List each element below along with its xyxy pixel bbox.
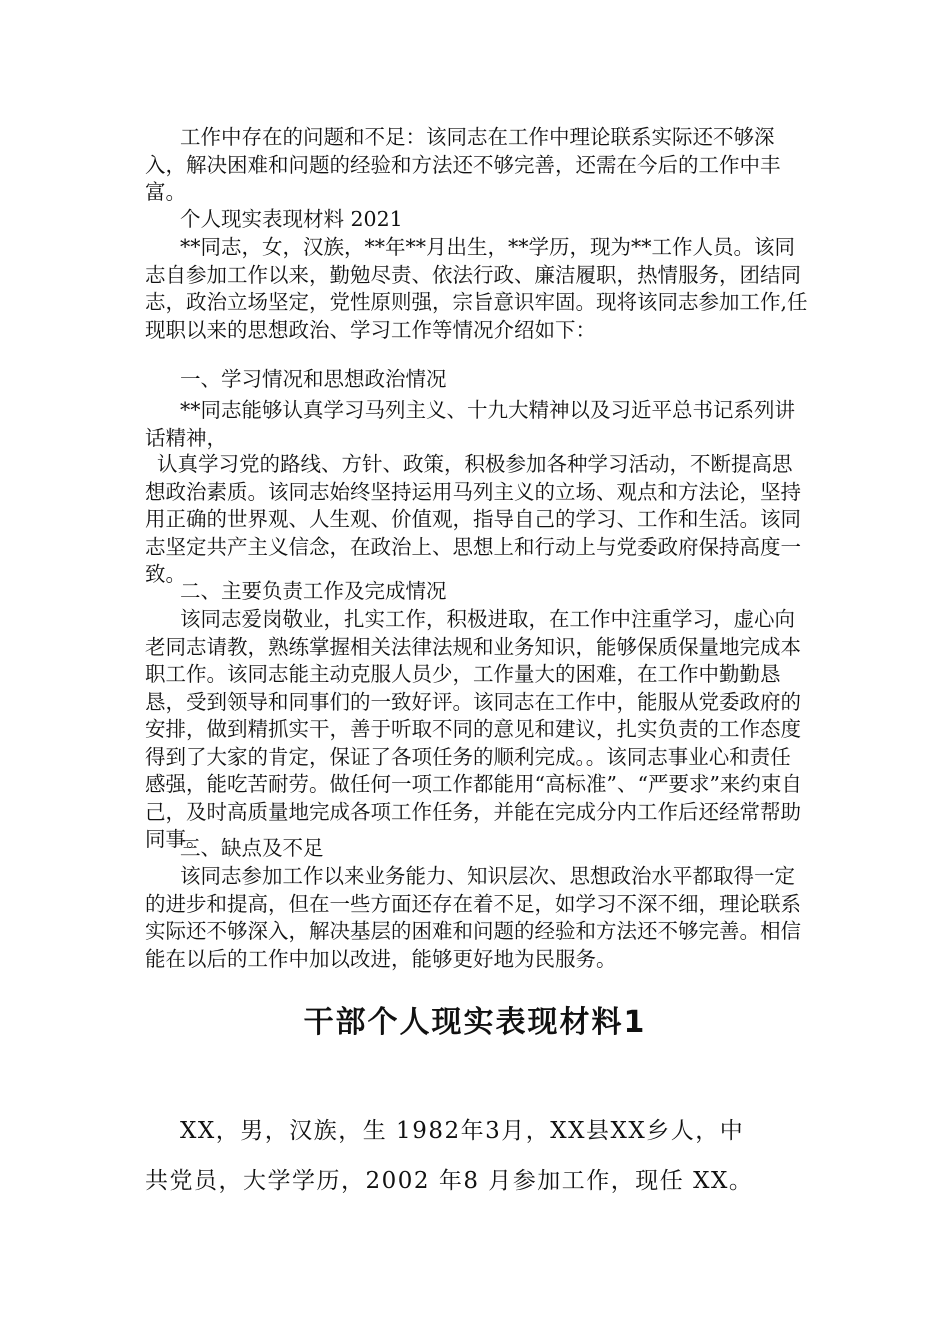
paragraph-work xyxy=(145,606,810,854)
paragraph-text: **同志，女，汉族，**年**月出生，**学历，现为**工作人员。该同志自参加工作以来，勤勉尽责、依法行政、廉洁履职，热情服务，团结同志，政治立场坚定，党性原则强，宗旨意识牢固。现将该同志参加工作,任现职以来的思想政治、学习工作等情况介绍如下： xyxy=(145,235,808,342)
heading-text: 三、缺点及不足 xyxy=(180,836,324,860)
paragraph-intro xyxy=(145,234,810,344)
paragraph-text: 认真学习党的路线、方针、政策，积极参加各种学习活动，不断提高思想政治素质。该同志始终坚持运用马列主义的立场、观点和方法论，坚持用正确的世界观、人生观、价值观，指导自己的学习、工作和生活。该同志坚定共产主义信念，在政治上、思想上和行动上与党委政府保持高度一致。 xyxy=(145,452,801,586)
bio-line-1 xyxy=(145,1113,810,1149)
heading-study xyxy=(145,366,810,394)
bio-text: XX，男，汉族，生 1982年3月，XX县XX乡人，中 xyxy=(180,1118,745,1144)
paragraph-study-1 xyxy=(145,397,810,452)
section-subtitle xyxy=(145,206,810,234)
paragraph-text: 该同志爱岗敬业，扎实工作，积极进取，在工作中注重学习，虚心向老同志请教，熟练掌握相关法律法规和业务知识，能够保质保量地完成本职工作。该同志能主动克服人员少，工作量大的困难，在工作中勤勤恳恳，受到领导和同事们的一致好评。该同志在工作中，能服从党委政府的安排，做到精抓实干，善于听取不同的意见和建议，扎实负责的工作态度得到了大家的肯定，保证了各项任务的顺利完成。。该同志事业心和责任感强，能吃苦耐劳。做任何一项工作都能用“高标准”、“严要求”来约束自己，及时高质量地完成各项工作任务，并能在完成分内工作后还经常帮助同事。 xyxy=(145,607,802,851)
subtitle-text: 个人现实表现材料 2021 xyxy=(180,207,403,231)
paragraph-shortcomings xyxy=(145,863,810,973)
heading-text: 二、主要负责工作及完成情况 xyxy=(180,579,447,603)
bio-text: 共党员，大学学历，2002 年8 月参加工作，现任 XX。 xyxy=(145,1168,754,1194)
document-title: 干部个人现实表现材料1 xyxy=(303,1005,647,1040)
bio-line-2 xyxy=(145,1163,810,1199)
paragraph-text: **同志能够认真学习马列主义、十九大精神以及习近平总书记系列讲话精神， xyxy=(145,398,795,450)
heading-text: 一、学习情况和思想政治情况 xyxy=(180,367,447,391)
paragraph-problems xyxy=(145,124,810,207)
paragraph-study-2 xyxy=(145,451,810,589)
paragraph-text: 该同志参加工作以来业务能力、知识层次、思想政治水平都取得一定的进步和提高，但在一些方面还存在着不足，如学习不深不细，理论联系实际还不够深入，解决基层的困难和问题的经验和方法还不够完善。相信能在以后的工作中加以改进，能够更好地为民服务。 xyxy=(145,864,801,971)
heading-work xyxy=(145,578,810,606)
heading-shortcomings xyxy=(145,835,810,863)
paragraph-text: 工作中存在的问题和不足：该同志在工作中理论联系实际还不够深入，解决困难和问题的经验和方法还不够完善，还需在今后的工作中丰富。 xyxy=(145,125,781,204)
